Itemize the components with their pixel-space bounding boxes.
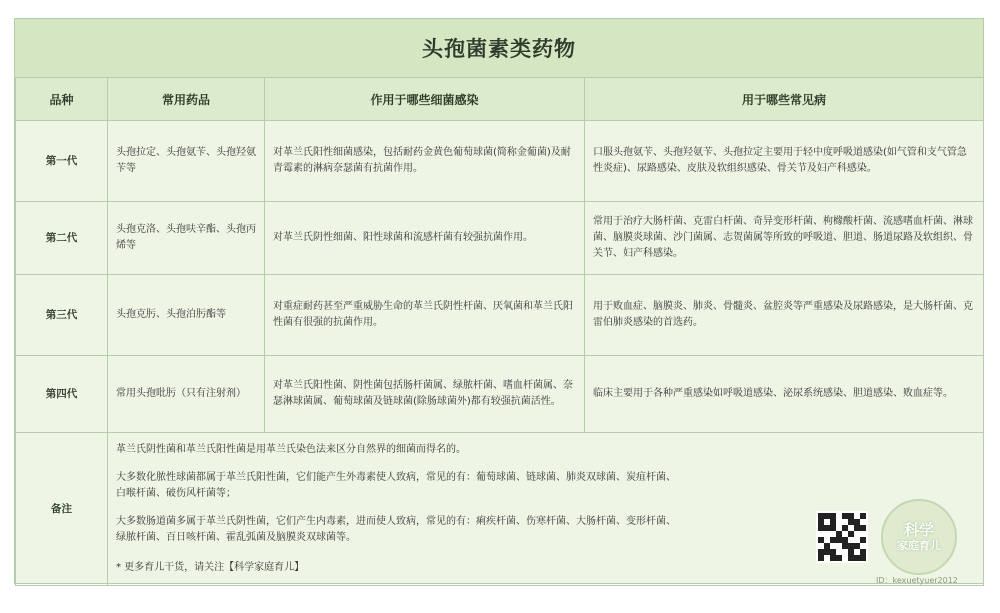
bacteria-cell: 对革兰氏阴性细菌、阳性球菌和流感杆菌有较强抗菌作用。 <box>265 202 585 275</box>
header-drugs: 常用药品 <box>108 78 265 121</box>
diseases-cell: 常用于治疗大肠杆菌、克雷白杆菌、奇异变形杆菌、枸橼酸杆菌、流感嗜血杆菌、淋球菌、脑膜炎球菌、沙门菌属、志贺菌属等所致的呼吸道、胆道、肠道尿路及软组织、骨关节、妇产科感染。 <box>585 202 984 275</box>
cephalosporin-table <box>15 77 984 586</box>
table-row <box>16 121 984 202</box>
drugs-cell: 头孢克洛、头孢呋辛酯、头孢丙烯等 <box>108 202 265 275</box>
seal-line-2: 家庭育儿 <box>897 539 941 552</box>
bacteria-cell: 对革兰氏阳性细菌感染，包括耐药金黄色葡萄球菌(简称金葡菌)及耐青霉素的淋病奈瑟菌有抗菌作用。 <box>265 121 585 202</box>
generation-cell: 第四代 <box>16 356 108 433</box>
notes-paragraph-3: 大多数肠道菌多属于革兰氏阴性菌，它们产生内毒素，进而使人致病，常见的有：痢疾杆菌、伤寒杆菌、大肠杆菌、变形杆菌、绿脓杆菌、百日咳杆菌、霍乱弧菌及脑膜炎双球菌等。 <box>116 516 676 543</box>
header-variety: 品种 <box>16 78 108 121</box>
drugs-cell: 头孢克肟、头孢泊肟酯等 <box>108 275 265 356</box>
notes-paragraph-2: 大多数化脓性球菌都属于革兰氏阳性菌，它们能产生外毒素使人致病，常见的有：葡萄球菌、链球菌、肺炎双球菌、炭疽杆菌、白喉杆菌、破伤风杆菌等； <box>116 472 676 499</box>
notes-label: 备注 <box>16 433 108 586</box>
header-diseases: 用于哪些常见病 <box>585 78 984 121</box>
generation-cell: 第三代 <box>16 275 108 356</box>
notes-cell <box>108 433 984 586</box>
drugs-cell: 头孢拉定、头孢氨苄、头孢羟氨苄等 <box>108 121 265 202</box>
generation-cell: 第二代 <box>16 202 108 275</box>
notes-paragraph-1: 革兰氏阴性菌和革兰氏阳性菌是用革兰氏染色法来区分自然界的细菌而得名的。 <box>116 444 466 455</box>
page-title: 头孢菌素类药物 <box>422 37 576 61</box>
drugs-cell: 常用头孢吡肟（只有注射剂） <box>108 356 265 433</box>
table-row <box>16 275 984 356</box>
bacteria-cell: 对重症耐药甚至严重威胁生命的革兰氏阴性杆菌、厌氧菌和革兰氏阳性菌有很强的抗菌作用。 <box>265 275 585 356</box>
follow-note: * 更多育儿干货，请关注【科学家庭育儿】 <box>116 562 305 573</box>
title-bar <box>15 19 983 78</box>
table-row <box>16 202 984 275</box>
notes-row <box>16 433 984 586</box>
seal-id: ID：kexuetyuer2012 <box>876 576 958 585</box>
diseases-cell: 用于败血症、脑膜炎、肺炎、骨髓炎、盆腔炎等严重感染及尿路感染，是大肠杆菌、克雷伯肺炎感染的首选药。 <box>585 275 984 356</box>
header-bacteria: 作用于哪些细菌感染 <box>265 78 585 121</box>
qr-code-icon <box>816 511 868 563</box>
generation-cell: 第一代 <box>16 121 108 202</box>
seal-line-1: 科学 <box>903 521 934 539</box>
brand-seal-icon <box>881 499 957 575</box>
info-card <box>14 18 984 584</box>
table-row <box>16 356 984 433</box>
diseases-cell: 临床主要用于各种严重感染如呼吸道感染、泌尿系统感染、胆道感染、败血症等。 <box>585 356 984 433</box>
diseases-cell: 口服头孢氨苄、头孢羟氨苄、头孢拉定主要用于轻中度呼吸道感染(如气管和支气管急性炎症)、尿路感染、皮肤及软组织感染、骨关节及妇产科感染。 <box>585 121 984 202</box>
bacteria-cell: 对革兰氏阳性菌、阴性菌包括肠杆菌属、绿脓杆菌、嗜血杆菌属、奈瑟淋球菌属、葡萄球菌及链球菌(除肠球菌外)都有较强抗菌活性。 <box>265 356 585 433</box>
